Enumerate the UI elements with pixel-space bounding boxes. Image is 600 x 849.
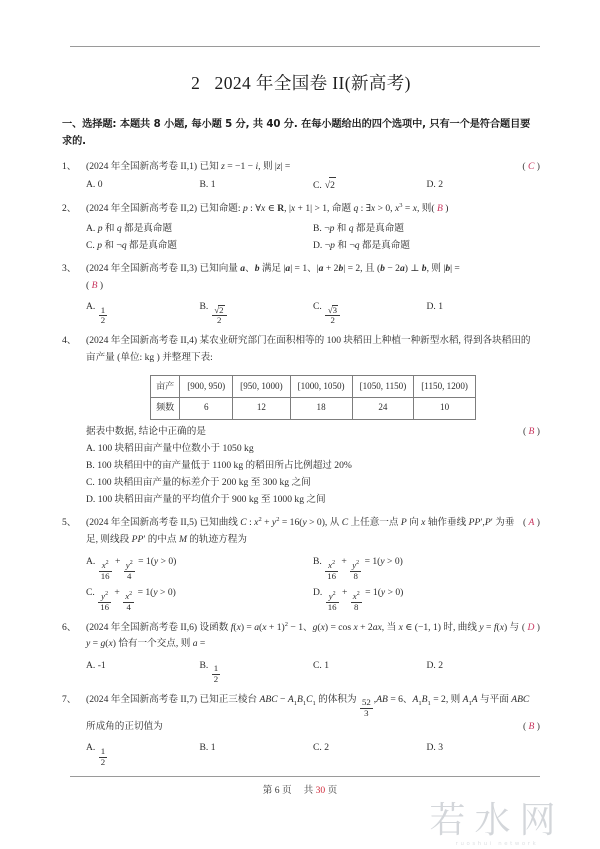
answer-slot: ( C ) bbox=[522, 161, 540, 173]
question-3 bbox=[62, 261, 540, 326]
option-d: D. ¬p 和 ¬q 都是真命题 bbox=[313, 239, 410, 251]
option-c: C. 1 bbox=[313, 659, 329, 671]
option-b: B. ¬p 和 q 都是真命题 bbox=[313, 222, 404, 234]
question-body bbox=[86, 159, 540, 194]
question-number: 4、 bbox=[62, 335, 77, 347]
answer-slot: ( B ) bbox=[522, 425, 540, 437]
footer-total-unit: 页 bbox=[327, 785, 338, 796]
question-source: (2024 年全国新高考卷 II,1) bbox=[86, 161, 198, 173]
question-2 bbox=[62, 201, 540, 254]
option-d: D. 3 bbox=[426, 742, 444, 754]
question-source: (2024 年全国新高考卷 II,2) bbox=[86, 203, 198, 215]
watermark bbox=[402, 800, 592, 847]
answer-letter: B bbox=[528, 720, 535, 732]
question-body bbox=[86, 261, 540, 326]
question-body bbox=[86, 515, 540, 612]
question-number: 5、 bbox=[62, 517, 77, 529]
row-label-yield: 亩产 bbox=[151, 376, 180, 398]
interval-2: [1000, 1050) bbox=[290, 376, 352, 398]
interval-1: [950, 1000) bbox=[233, 376, 290, 398]
title-text: 2024 年全国卷 II(新高考) bbox=[214, 73, 411, 93]
question-number: 3、 bbox=[62, 263, 77, 274]
frequency-0: 6 bbox=[180, 397, 233, 419]
option-a: A. 100 块稻田亩产量中位数小于 1050 kg bbox=[86, 443, 254, 455]
option-c: C. 2 bbox=[313, 742, 329, 754]
question-stem: (2024 年全国新高考卷 II,4) 某农业研究部门在面积相等的 100 块稻田上种植一种新型水稻, 得到各块稻田的亩产量 (单位: kg ) 并整理下表: bbox=[86, 335, 531, 363]
header-divider bbox=[70, 46, 540, 47]
option-b: B. $\frac{√2}{2}$ bbox=[200, 295, 314, 326]
watermark-subtext: ruoshui network bbox=[455, 841, 539, 847]
answer-letter: C bbox=[528, 161, 535, 173]
footer-total-prefix: 共 bbox=[303, 785, 314, 796]
question-1 bbox=[62, 159, 540, 194]
options bbox=[86, 440, 540, 508]
options bbox=[86, 550, 540, 612]
question-source: (2024 年全国新高考卷 II,5) bbox=[86, 517, 198, 529]
question-body bbox=[86, 620, 540, 685]
option-b: B. 100 块稻田中的亩产量低于 1100 kg 的稻田所占比例超过 20% bbox=[86, 460, 352, 472]
interval-4: [1150, 1200) bbox=[414, 376, 476, 398]
question-source: (2024 年全国新高考卷 II,7) bbox=[86, 693, 198, 705]
options bbox=[86, 220, 540, 254]
answer-slot: ( A ) bbox=[522, 517, 540, 529]
option-a: A. $\frac{1}{2}$ bbox=[86, 301, 106, 326]
answer-letter: B bbox=[528, 425, 535, 437]
question-body bbox=[86, 692, 540, 768]
options bbox=[86, 295, 540, 326]
question-list bbox=[62, 159, 540, 767]
option-a: A. -1 bbox=[86, 659, 106, 671]
question-number: 2、 bbox=[62, 203, 77, 215]
option-c: C. 100 块稻田亩产量的标差介于 200 kg 至 300 kg 之间 bbox=[86, 477, 311, 489]
question-source: (2024 年全国新高考卷 II,6) bbox=[86, 621, 198, 633]
page-content bbox=[62, 62, 540, 774]
question-number: 7、 bbox=[62, 693, 77, 705]
question-6 bbox=[62, 620, 540, 685]
frequency-2: 18 bbox=[290, 397, 352, 419]
question-stem: (2024 年全国新高考卷 II,2) 已知命题: p : ∀x ∈ R, |x + 1| > 1, 命题 q : ∃x > 0, $x^3 = x$, 则( B ) bbox=[86, 202, 449, 215]
answer-letter: B bbox=[91, 279, 98, 291]
section-intro: 一、选择题: 本题共 8 小题, 每小题 5 分, 共 40 分. 在每小题给出的四个选项中, 只有一个是符合题目要求的. bbox=[62, 119, 531, 147]
option-a: A. p 和 q 都是真命题 bbox=[86, 222, 173, 234]
option-b: B. $\frac{1}{2}$ bbox=[199, 659, 219, 684]
table-row bbox=[151, 376, 476, 398]
title-index: 2 bbox=[191, 73, 201, 93]
question-stem: (2024 年全国新高考卷 II,3) 已知向量 a、b 满足 |a| = 1、|a + 2b| = 2, 且 (b − 2a) ⊥ b, 则 |b| = bbox=[86, 263, 460, 274]
question-stem: ( C ) (2024 年全国新高考卷 II,1) 已知 z = −1 − i, 则 |z| = bbox=[86, 159, 540, 176]
footer-divider bbox=[70, 776, 540, 777]
option-d: D. 100 块稻田亩产量的平均值介于 900 kg 至 1000 kg 之间 bbox=[86, 494, 326, 506]
option-d: D. 2 bbox=[426, 178, 444, 190]
answer-letter: A bbox=[528, 517, 535, 529]
question-4 bbox=[62, 333, 540, 508]
question-sub-prompt: ( B ) 据表中数据, 结论中正确的是 bbox=[86, 424, 540, 441]
frequency-4: 10 bbox=[414, 397, 476, 419]
option-c: C. $\frac{y^2}{16}$ + $\frac{x^2}{4}$ = 1(y > 0) bbox=[86, 587, 176, 612]
table-row bbox=[151, 397, 476, 419]
row-label-frequency: 频数 bbox=[151, 397, 180, 419]
frequency-3: 24 bbox=[352, 397, 414, 419]
question-5 bbox=[62, 515, 540, 612]
frequency-1: 12 bbox=[233, 397, 290, 419]
frequency-table bbox=[150, 375, 476, 419]
option-c: C. $\frac{√3}{2}$ bbox=[313, 295, 427, 326]
page-title bbox=[62, 70, 540, 95]
answer-slot: ( D ) bbox=[521, 621, 540, 633]
option-a: A. $\frac{1}{2}$ bbox=[86, 742, 106, 767]
options bbox=[86, 736, 540, 767]
question-7 bbox=[62, 692, 540, 768]
interval-0: [900, 950) bbox=[180, 376, 233, 398]
watermark-text: 若水网 bbox=[429, 800, 565, 841]
footer-page-number: 6 bbox=[274, 785, 280, 796]
option-a: A. $\frac{x^2}{16}$ + $\frac{y^2}{4}$ = 1(y > 0) bbox=[86, 556, 177, 581]
interval-3: [1050, 1150) bbox=[352, 376, 414, 398]
question-source: (2024 年全国新高考卷 II,3) bbox=[86, 263, 198, 274]
footer-page-unit: 页 bbox=[282, 785, 292, 796]
answer-slot: ( B ) bbox=[522, 720, 540, 732]
option-b: B. 1 bbox=[199, 178, 216, 190]
options bbox=[86, 654, 540, 685]
answer-letter: D bbox=[527, 621, 535, 633]
question-body bbox=[86, 333, 540, 508]
question-number: 1、 bbox=[62, 161, 77, 173]
option-c: C. p 和 ¬q 都是真命题 bbox=[86, 239, 177, 251]
options bbox=[86, 177, 540, 195]
option-a: A. 0 bbox=[86, 178, 103, 190]
option-d: D. $\frac{y^2}{16}$ + $\frac{x^2}{8}$ = 1(y > 0) bbox=[313, 587, 404, 612]
question-stem: ( A ) (2024 年全国新高考卷 II,5) 已知曲线 C : $x^2 + y^2 = 16(y > 0)$, 从 C 上任意一点 P 向 x 轴作垂线 PP′,P′ 为垂足, 则线段 PP′ 的中点 M 的轨迹方程为 bbox=[86, 516, 540, 545]
answer-letter: B bbox=[436, 203, 443, 215]
option-d: D. 2 bbox=[426, 659, 444, 671]
question-body bbox=[86, 201, 540, 254]
question-stem: ( D ) (2024 年全国新高考卷 II,6) 设函数 $f(x) = a(x + 1)^2 - 1$、g(x) = cos x + 2ax, 当 x ∈ (−1, 1) 时, 曲线 y = f(x) 与 y = g(x) 恰有一个交点, 则 a = bbox=[86, 620, 540, 650]
option-c: C. √2 bbox=[313, 177, 427, 195]
option-d: D. 1 bbox=[426, 301, 444, 312]
answer-slot: ( B ) bbox=[86, 279, 104, 291]
footer-page-prefix: 第 bbox=[262, 785, 273, 796]
question-source: (2024 年全国新高考卷 II,4) bbox=[86, 335, 198, 347]
option-b: B. 1 bbox=[199, 742, 216, 754]
question-number: 6、 bbox=[62, 621, 77, 633]
question-stem: (2024 年全国新高考卷 II,7) 已知正三棱台 ABC − $A_1B_1C_1$ 的体积为 $\frac{52}{3}$ ,AB = 6、$A_1B_1 = 2$, 则 $A_1A$ 与平面 ABC 所成角的正切值为 ( B ) bbox=[86, 692, 540, 736]
footer-total-number: 30 bbox=[315, 785, 326, 796]
option-b: B. $\frac{x^2}{16}$ + $\frac{y^2}{8}$ = 1(y > 0) bbox=[313, 556, 403, 581]
page-footer bbox=[0, 782, 600, 796]
